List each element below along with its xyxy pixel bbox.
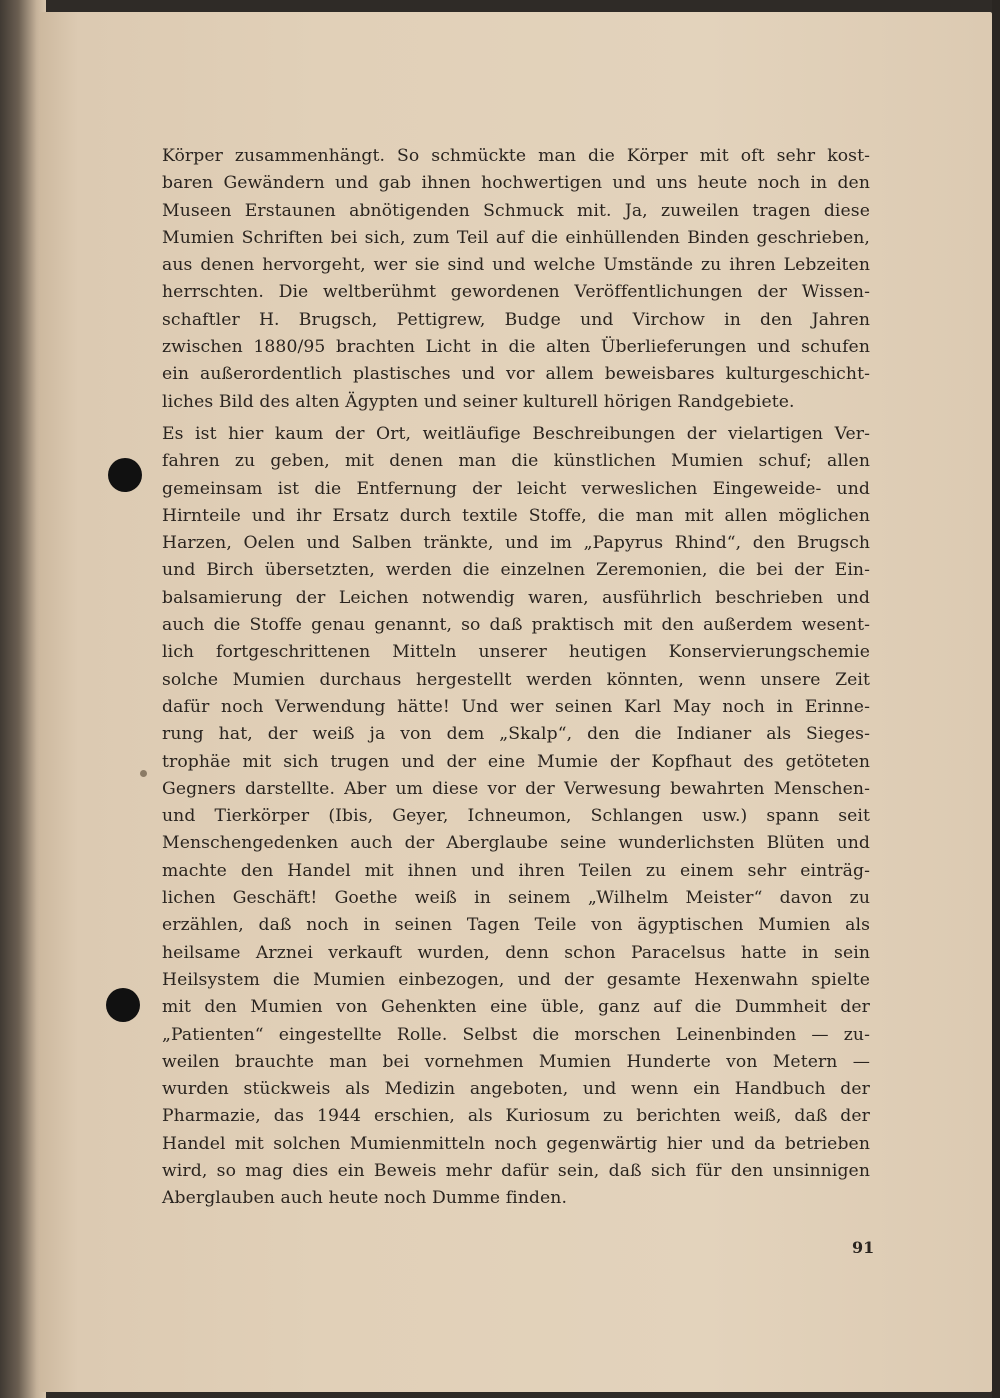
text-line: heilsame Arznei verkauft wurden, denn schon Paracelsus hatte in sein — [162, 942, 870, 963]
text-line: Heilsystem die Mumien einbezogen, und der gesamte Hexenwahn spielte — [162, 969, 870, 990]
text-line: wird, so mag dies ein Beweis mehr dafür sein, daß sich für den unsinnigen — [162, 1160, 870, 1181]
text-line: ein außerordentlich plastisches und vor allem beweisbares kulturgeschicht- — [162, 364, 870, 385]
paragraph — [162, 421, 870, 1213]
text-line: lich fortgeschrittenen Mitteln unserer heutigen Konservierungschemie — [162, 642, 870, 663]
text-line: dafür noch Verwendung hätte! Und wer seinen Karl May noch in Erinne- — [162, 696, 870, 717]
text-line: Es ist hier kaum der Ort, weitläufige Beschreibungen der vielartigen Ver- — [162, 423, 870, 444]
text-line: baren Gewändern und gab ihnen hochwertigen und uns heute noch in den — [162, 173, 870, 194]
text-line: liches Bild des alten Ägypten und seiner kulturell hörigen Randgebiete. — [162, 391, 795, 412]
text-line: Harzen, Oelen und Salben tränkte, und im „Papyrus Rhind“, den Brugsch — [162, 533, 870, 554]
text-line: gemeinsam ist die Entfernung der leicht verweslichen Eingeweide- und — [162, 478, 870, 499]
page-edge-shadow — [992, 0, 1000, 1398]
text-line: und Birch übersetzten, werden die einzelnen Zeremonien, die bei der Ein- — [162, 560, 870, 581]
text-line: trophäe mit sich trugen und der eine Mumie der Kopfhaut des getöteten — [162, 751, 870, 772]
text-line: rung hat, der weiß ja von dem „Skalp“, den die Indianer als Sieges- — [162, 724, 870, 745]
text-line: auch die Stoffe genau genannt, so daß praktisch mit den außerdem wesent- — [162, 615, 870, 636]
paper-speck — [140, 770, 147, 777]
text-line: Körper zusammenhängt. So schmückte man die Körper mit oft sehr kost- — [162, 146, 870, 166]
text-line: wurden stückweis als Medizin angeboten, und wenn ein Handbuch der — [162, 1079, 870, 1100]
text-line: machte den Handel mit ihnen und ihren Teilen zu einem sehr einträg- — [162, 860, 870, 881]
text-line: Aberglauben auch heute noch Dumme finden. — [162, 1188, 568, 1209]
text-line: zwischen 1880/95 brachten Licht in die alten Überlieferungen und schufen — [162, 337, 870, 358]
page-number: 91 — [852, 1238, 875, 1257]
punch-hole-bottom — [106, 988, 140, 1022]
text-line: balsamierung der Leichen notwendig waren, ausführlich beschrieben und — [162, 587, 870, 608]
text-line: erzählen, daß noch in seinen Tagen Teile von ägyptischen Mumien als — [162, 915, 870, 936]
text-line: aus denen hervorgeht, wer sie sind und welche Umstände zu ihren Lebzeiten — [162, 255, 870, 276]
text-line: fahren zu geben, mit denen man die künstlichen Mumien schuf; allen — [162, 451, 870, 472]
body-text — [162, 143, 870, 1213]
text-line: Pharmazie, das 1944 erschien, als Kuriosum zu berichten weiß, daß der — [162, 1106, 870, 1127]
text-line: herrschten. Die weltberühmt gewordenen Veröffentlichungen der Wissen- — [162, 282, 870, 303]
text-line: Menschengedenken auch der Aberglaube seine wunderlichsten Blüten und — [162, 833, 870, 854]
text-line: Gegners darstellte. Aber um diese vor der Verwesung bewahrten Menschen- — [162, 778, 870, 799]
text-line: mit den Mumien von Gehenkten eine üble, ganz auf die Dummheit der — [162, 997, 870, 1018]
text-line: lichen Geschäft! Goethe weiß in seinem „Wilhelm Meister“ davon zu — [162, 888, 870, 909]
text-line: Mumien Schriften bei sich, zum Teil auf die einhüllenden Binden geschrieben, — [162, 227, 870, 248]
text-line: Hirnteile und ihr Ersatz durch textile Stoffe, die man mit allen möglichen — [162, 505, 870, 526]
text-line: „Patienten“ eingestellte Rolle. Selbst die morschen Leinenbinden — zu- — [162, 1024, 870, 1045]
paragraph — [162, 143, 870, 416]
text-line: solche Mumien durchaus hergestellt werden könnten, wenn unsere Zeit — [162, 669, 870, 690]
text-line: Handel mit solchen Mumienmitteln noch gegenwärtig hier und da betrieben — [162, 1133, 870, 1154]
punch-hole-top — [108, 458, 142, 492]
text-line: Museen Erstaunen abnötigenden Schmuck mit. Ja, zuweilen tragen diese — [162, 200, 870, 221]
text-line: schaftler H. Brugsch, Pettigrew, Budge und Virchow in den Jahren — [162, 309, 870, 330]
text-line: weilen brauchte man bei vornehmen Mumien Hunderte von Metern — — [162, 1051, 870, 1072]
text-line: und Tierkörper (Ibis, Geyer, Ichneumon, Schlangen usw.) spann seit — [162, 806, 870, 827]
